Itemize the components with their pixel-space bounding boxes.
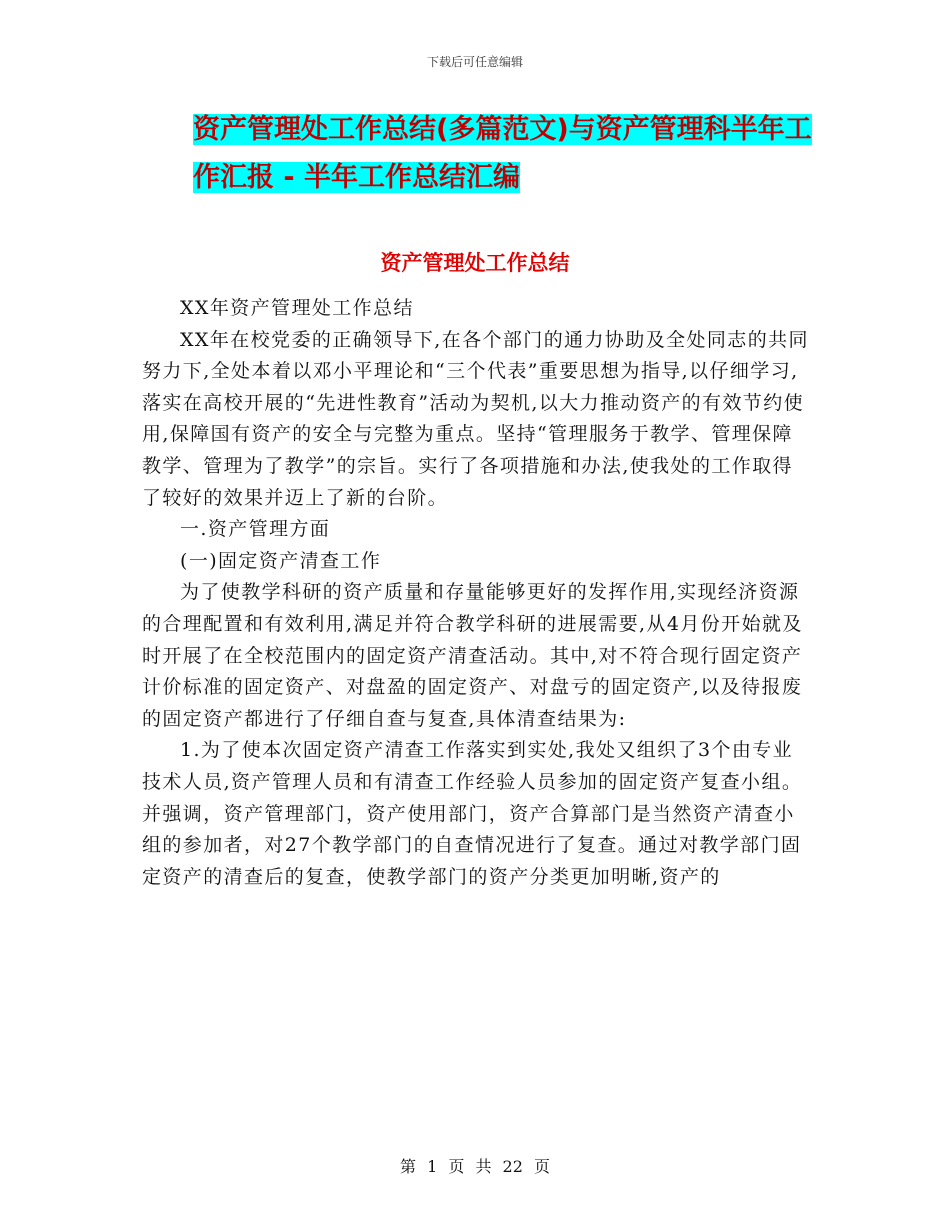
paragraph: 1.为了使本次固定资产清查工作落实到实处,我处又组织了3个由专业技术人员,资产管理人员和有清查工作经验人员参加的固定资产复查小组。并强调，资产管理部门，资产使用部门，资产合算部门是当然资产清查小组的参加者，对27个教学部门的自查情况进行了复查。通过对教学部门固定资产的清查后的复查，使教学部门的资产分类更加明晰,资产的 (142, 739, 803, 888)
title-line-1: 资产管理处工作总结(多篇范文)与资产管理科半年工 (193, 114, 812, 145)
paragraph: 为了使教学科研的资产质量和存量能够更好的发挥作用,实现经济资源的合理配置和有效利用,满足并符合教学科研的进展需要,从4月份开始就及时开展了在全校范围内的固定资产清查活动。其中,对不符合现行固定资产计价标准的固定资产、对盘盈的固定资产、对盘亏的固定资产,以及待报废的固定资产都进行了仔细自查与复查,具体清查结果为: (142, 581, 803, 730)
page-footer: 第 1 页 共 22 页 (400, 1157, 550, 1176)
section-heading: 资产管理处工作总结 (380, 251, 570, 275)
paragraph: (一)固定资产清查工作 (180, 549, 382, 572)
paragraph: XX年资产管理处工作总结 (180, 297, 414, 319)
page-header-note: 下载后可任意编辑 (426, 55, 523, 69)
title-line-2: 作汇报 - 半年工作总结汇编 (193, 162, 521, 193)
paragraph: 一.资产管理方面 (180, 518, 331, 541)
document-title (193, 106, 813, 202)
paragraph: XX年在校党委的正确领导下,在各个部门的通力协助及全处同志的共同努力下,全处本着以邓小平理论和“三个代表”重要思想为指导,以仔细学习,落实在高校开展的“先进性教育”活动为契机,以大力推动资产的有效节约使用,保障国有资产的安全与完整为重点。坚持“管理服务于教学、管理保障教学、管理为了教学”的宗旨。实行了各项措施和办法,使我处的工作取得了较好的效果并迈上了新的台阶。 (142, 328, 809, 509)
document-body (142, 293, 810, 893)
